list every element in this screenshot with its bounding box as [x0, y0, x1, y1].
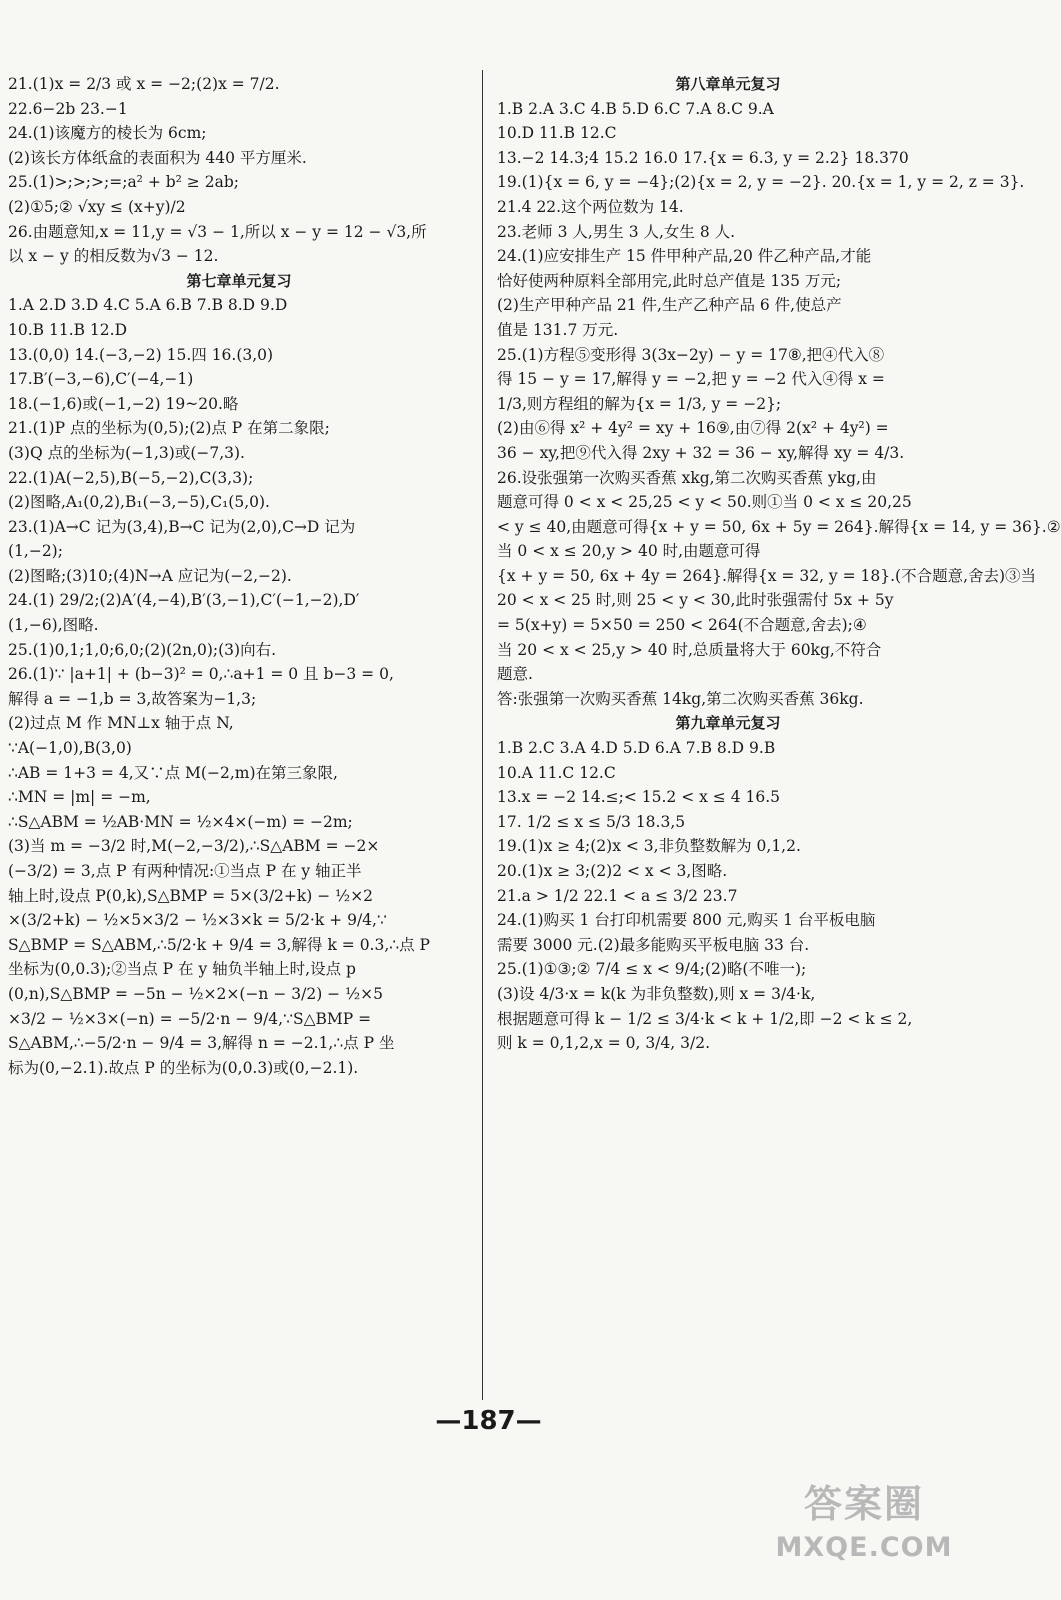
answer-line: 1.B 2.C 3.A 4.D 5.D 6.A 7.B 8.D 9.B — [497, 739, 776, 758]
answer-line: S△ABM,∴−5/2·n − 9/4 = 3,解得 n = −2.1,∴点 P 坐 — [8, 1034, 395, 1053]
answer-line: 10.B 11.B 12.D — [8, 320, 128, 339]
answer-line: 25.(1)方程⑤变形得 3(3x−2y) − y = 17⑧,把④代入⑧ — [497, 345, 885, 364]
column-divider — [482, 70, 483, 1400]
answer-line: 26.由题意知,x = 11,y = √3 − 1,所以 x − y = 12 − √3,所 — [8, 222, 427, 241]
answer-line: 23.老师 3 人,男生 3 人,女生 8 人. — [497, 222, 736, 241]
answer-line: 恰好使两种原料全部用完,此时总产值是 135 万元; — [497, 271, 842, 290]
answer-line: 25.(1)0,1;1,0;6,0;(2)(2n,0);(3)向右. — [8, 640, 277, 659]
answer-line: 10.A 11.C 12.C — [497, 763, 616, 782]
watermark-logo — [769, 1476, 959, 1586]
answer-line: (−3/2) = 3,点 P 有两种情况:①当点 P 在 y 轴正半 — [8, 862, 362, 880]
answer-line: 20 < x < 25 时,则 25 < y < 30,此时张强需付 5x + 5y — [497, 591, 894, 610]
answer-line: 26.设张强第一次购买香蕉 xkg,第二次购买香蕉 ykg,由 — [497, 468, 877, 487]
answer-line: 得 15 − y = 17,解得 y = −2,把 y = −2 代入④得 x = — [497, 370, 885, 389]
answer-line: 19.(1)x ≥ 4;(2)x < 3,非负整数解为 0,1,2. — [497, 837, 801, 856]
answer-line: 答:张强第一次购买香蕉 14kg,第二次购买香蕉 36kg. — [497, 689, 864, 708]
answer-line: 10.D 11.B 12.C — [497, 124, 617, 143]
answer-line: 17. 1/2 ≤ x ≤ 5/3 18.3,5 — [497, 812, 686, 831]
answer-line: 13.−2 14.3;4 15.2 16.0 17.{x = 6.3, y = 2.2} 18.370 — [497, 148, 909, 167]
answer-line: = 5(x+y) = 5×50 = 250 < 264(不合题意,舍去);④ — [497, 616, 867, 635]
answer-line: ×3/2 − ½×3×(−n) = −5/2·n − 9/4,∵S△BMP = — [8, 1009, 372, 1028]
answer-line: 解得 a = −1,b = 3,故答案为−1,3; — [8, 689, 257, 708]
answer-line: 24.(1) 29/2;(2)A′(4,−4),B′(3,−1),C′(−1,−2),D′ — [8, 591, 360, 610]
answer-line: 需要 3000 元.(2)最多能购买平板电脑 33 台. — [497, 935, 810, 954]
answer-line: 19.(1){x = 6, y = −4};(2){x = 2, y = −2}. 20.{x = 1, y = 2, z = 3}. — [497, 173, 1025, 192]
right-column — [497, 72, 1061, 1056]
answer-line: 23.(1)A→C 记为(3,4),B→C 记为(2,0),C→D 记为 — [8, 517, 356, 536]
answer-line: ∴AB = 1+3 = 4,又∵点 M(−2,m)在第三象限, — [8, 763, 338, 782]
answer-line: 36 − xy,把⑨代入得 2xy + 32 = 36 − xy,解得 xy = 4/3. — [497, 443, 905, 462]
answer-line: ∴S△ABM = ½AB·MN = ½×4×(−m) = −2m; — [8, 812, 353, 831]
answer-line: (2)由⑥得 x² + 4y² = xy + 16⑨,由⑦得 2(x² + 4y²) = — [497, 419, 889, 438]
watermark-title: 答案圈 — [803, 1482, 924, 1526]
answer-line: 21.(1)P 点的坐标为(0,5);(2)点 P 在第二象限; — [8, 419, 330, 438]
answer-line: 以 x − y 的相反数为√3 − 12. — [8, 247, 219, 266]
answer-line: 21.a > 1/2 22.1 < a ≤ 3/2 23.7 — [497, 886, 738, 905]
answer-line: 22.(1)A(−2,5),B(−5,−2),C(3,3); — [8, 468, 254, 487]
answer-line: (3)当 m = −3/2 时,M(−2,−3/2),∴S△ABM = −2× — [8, 837, 380, 856]
answer-line: 20.(1)x ≥ 3;(2)2 < x < 3,图略. — [497, 862, 728, 880]
answer-line: 1.A 2.D 3.D 4.C 5.A 6.B 7.B 8.D 9.D — [8, 296, 288, 315]
answer-line: 根据题意可得 k − 1/2 ≤ 3/4·k < k + 1/2,即 −2 < k ≤ 2, — [497, 1009, 913, 1028]
answer-line: (2)生产甲种产品 21 件,生产乙种产品 6 件,使总产 — [497, 296, 842, 315]
answer-line: 1.B 2.A 3.C 4.B 5.D 6.C 7.A 8.C 9.A — [497, 99, 774, 118]
answer-line: 21.(1)x = 2/3 或 x = −2;(2)x = 7/2. — [8, 75, 280, 93]
answer-line: 25.(1)①③;② 7/4 ≤ x < 9/4;(2)略(不唯一); — [497, 960, 807, 979]
answer-line: 值是 131.7 万元. — [497, 320, 619, 339]
answer-line: 21.4 22.这个两位数为 14. — [497, 197, 684, 216]
left-column — [8, 72, 470, 1080]
answer-line: 当 0 < x ≤ 20,y > 40 时,由题意可得 — [497, 542, 761, 561]
answer-line: 25.(1)>;>;>;=;a² + b² ≥ 2ab; — [8, 173, 239, 192]
answer-line: {x + y = 50, 6x + 4y = 264}.解得{x = 32, y = 18}.(不合题意,舍去)③当 — [497, 566, 1037, 585]
answer-line: 13.(0,0) 14.(−3,−2) 15.四 16.(3,0) — [8, 345, 274, 364]
answer-line: (1,−2); — [8, 542, 63, 561]
answer-line: 题意可得 0 < x < 25,25 < y < 50.则①当 0 < x ≤ 20,25 — [497, 493, 912, 512]
watermark-url: MXQE.COM — [775, 1532, 953, 1563]
answer-line: 当 20 < x < 25,y > 40 时,总质量将大于 60kg,不符合 — [497, 640, 882, 659]
answer-line: (3)Q 点的坐标为(−1,3)或(−7,3). — [8, 443, 245, 462]
answer-line: (0,n),S△BMP = −5n − ½×2×(−n − 3/2) − ½×5 — [8, 984, 383, 1003]
page-number: —187— — [435, 1406, 542, 1436]
answer-line: S△BMP = S△ABM,∴5/2·k + 9/4 = 3,解得 k = 0.3,∴点 P — [8, 935, 430, 954]
answer-line: (2)图略;(3)10;(4)N→A 应记为(−2,−2). — [8, 566, 292, 585]
answer-line: 24.(1)应安排生产 15 件甲种产品,20 件乙种产品,才能 — [497, 247, 872, 266]
answer-line: (2)该长方体纸盒的表面积为 440 平方厘米. — [8, 148, 307, 167]
answer-line: 标为(0,−2.1).故点 P 的坐标为(0,0.3)或(0,−2.1). — [8, 1058, 359, 1077]
answer-line: 24.(1)购买 1 台打印机需要 800 元,购买 1 台平板电脑 — [497, 911, 876, 930]
answer-line: 24.(1)该魔方的棱长为 6cm; — [8, 124, 207, 143]
answer-line: 坐标为(0,0.3);②当点 P 在 y 轴负半轴上时,设点 p — [8, 960, 356, 979]
answer-line: 题意. — [497, 665, 533, 684]
answer-line: 1/3,则方程组的解为{x = 1/3, y = −2}; — [497, 394, 782, 413]
answer-line: ∵A(−1,0),B(3,0) — [8, 739, 132, 758]
answer-line: 轴上时,设点 P(0,k),S△BMP = 5×(3/2+k) − ½×2 — [8, 886, 374, 905]
answer-line: 22.6−2b 23.−1 — [8, 99, 128, 118]
answer-line: 则 k = 0,1,2,x = 0, 3/4, 3/2. — [497, 1034, 710, 1053]
section-heading: 第八章单元复习 — [675, 75, 781, 93]
answer-line: ∴MN = |m| = −m, — [8, 788, 151, 807]
answer-line: 17.B′(−3,−6),C′(−4,−1) — [8, 370, 194, 389]
section-heading: 第九章单元复习 — [675, 714, 781, 733]
answer-line: (2)过点 M 作 MN⊥x 轴于点 N, — [8, 714, 234, 733]
answer-line: < y ≤ 40,由题意可得{x + y = 50, 6x + 5y = 264}.解得{x = 14, y = 36}.② — [497, 517, 1061, 536]
answer-line: (1,−6),图略. — [8, 616, 99, 635]
answer-line: 13.x = −2 14.≤;< 15.2 < x ≤ 4 16.5 — [497, 788, 781, 807]
answer-line: (2)图略,A₁(0,2),B₁(−3,−5),C₁(5,0). — [8, 493, 270, 512]
answer-line: (2)①5;② √xy ≤ (x+y)/2 — [8, 197, 186, 216]
section-heading: 第七章单元复习 — [186, 271, 292, 290]
answer-line: ×(3/2+k) − ½×5×3/2 − ½×3×k = 5/2·k + 9/4,∵ — [8, 911, 387, 930]
answer-line: 18.(−1,6)或(−1,−2) 19~20.略 — [8, 394, 239, 413]
answer-line: 26.(1)∵ |a+1| + (b−3)² = 0,∴a+1 = 0 且 b−3 = 0, — [8, 665, 394, 684]
answer-line: (3)设 4/3·x = k(k 为非负整数),则 x = 3/4·k, — [497, 984, 816, 1003]
